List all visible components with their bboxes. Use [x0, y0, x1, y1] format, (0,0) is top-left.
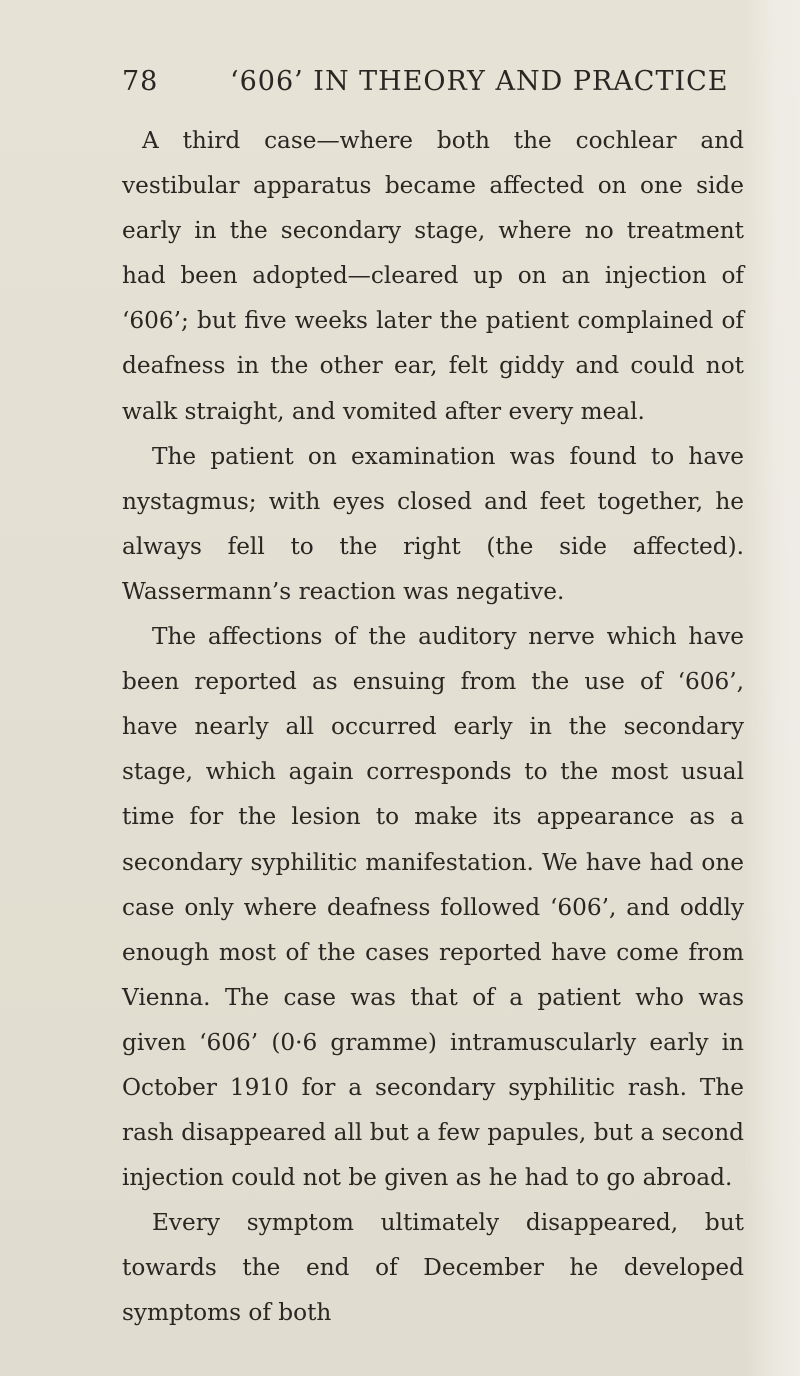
- page-number: 78: [122, 66, 159, 97]
- running-title: ‘606’ IN THEORY AND PRACTICE: [230, 66, 729, 97]
- paragraph-4: Every symptom ultimately disappeared, but towards the end of December he developed symptoms of both: [122, 1209, 744, 1327]
- body-text: [122, 118, 744, 1336]
- paragraph-3: The affections of the auditory nerve which have been reported as ensuing from the use of ‘606’, have nearly all occurred early in the secondary stage, which again corresponds to the most usual time for the lesion to make its appearance as a secondary syphilitic manifestation. We have had one case only where deafness followed ‘606’, and oddly enough most of the cases reported have come from Vienna. The case was that of a patient who was given ‘606’ (0·6 gramme) intramuscularly early in October 1910 for a secondary syphilitic rash. The rash disappeared all but a few papules, but a second injection could not be given as he had to go abroad.: [122, 623, 744, 1192]
- running-head: [122, 66, 762, 100]
- paragraph-1: A third case—where both the cochlear and vestibular apparatus became affected on one side early in the secondary stage, where no treatment had been adopted—cleared up on an injection of ‘606’; but five weeks later the patient complained of deafness in the other ear, felt giddy and could not walk straight, and vomited after every meal.: [122, 127, 744, 425]
- paragraph-2: The patient on examination was found to have nystagmus; with eyes closed and feet together, he always fell to the right (the side affected). Wassermann’s reaction was negative.: [122, 442, 744, 605]
